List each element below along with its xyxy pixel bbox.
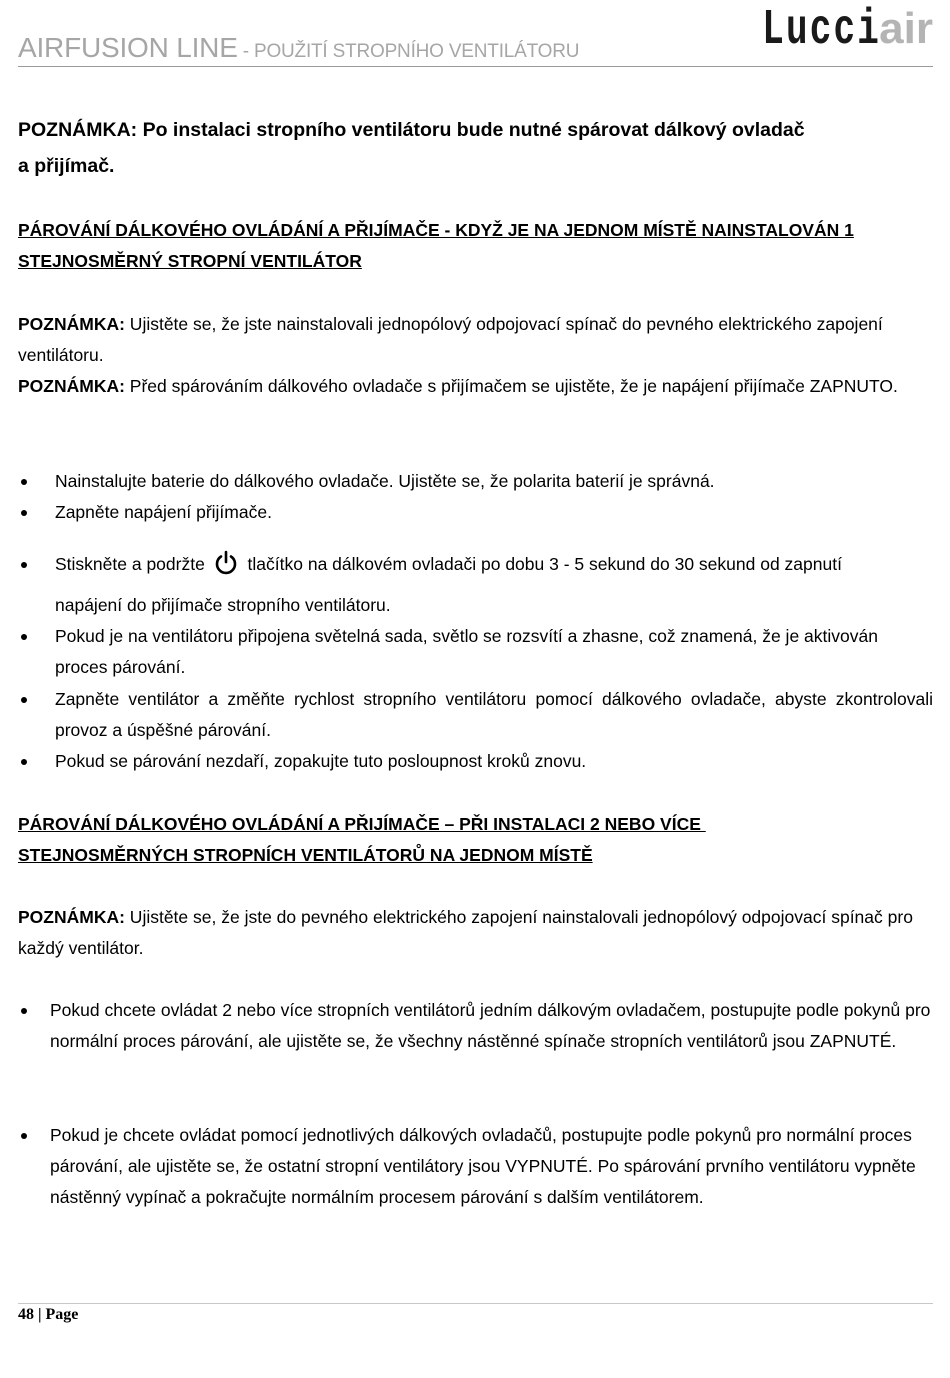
logo-air-text: air (879, 4, 933, 53)
note-label: POZNÁMKA: (18, 376, 125, 396)
section1-note-1 (18, 309, 933, 371)
note-text: Ujistěte se, že jste do pevného elektrického zapojení nainstalovali jednopólový odpojovací spínač pro každý ventilátor. (18, 907, 913, 958)
list-item-text: Zapněte napájení přijímače. (55, 502, 272, 522)
header-title-main: AIRFUSION LINE (18, 32, 238, 63)
section2-heading-line-2: STEJNOSMĚRNÝCH STROPNÍCH VENTILÁTORŮ NA JEDNOM MÍSTĚ (18, 845, 593, 865)
section2-heading-line-1: PÁROVÁNÍ DÁLKOVÉHO OVLÁDÁNÍ A PŘIJÍMAČE – PŘI INSTALACI 2 NEBO VÍCE (18, 814, 706, 834)
page-number (18, 1306, 78, 1324)
page-header (18, 0, 933, 67)
list-item-text: Pokud je na ventilátoru připojena světelná sada, světlo se rozsvítí a zhasne, což znamená, že je aktivován proces párování. (55, 626, 878, 677)
list-item-text: Pokud chcete ovládat 2 nebo více stropních ventilátorů jedním dálkovým ovladačem, postupujte podle pokynů pro normální proces párování, ale ujistěte se, že všechny nástěnné spínače stropních ventilátorů jsou ZAPNUTÉ. (50, 1000, 931, 1051)
press-text-before: Stiskněte a podržte (55, 554, 210, 574)
press-text-after: tlačítko na dálkovém ovladači po dobu 3 - 5 sekund do 30 sekund od zapnutí (242, 554, 842, 574)
page-label: Page (45, 1306, 79, 1323)
list-item-text: Nainstalujte baterie do dálkového ovladače. Ujistěte se, že polarita baterií je správná. (55, 471, 715, 491)
section2-heading (18, 809, 933, 871)
intro-note-line-2: a přijímač. (18, 155, 115, 177)
intro-note-line-1: POZNÁMKA: Po instalaci stropního ventilátoru bude nutné spárovat dálkový ovladač (18, 119, 805, 141)
intro-note (18, 112, 933, 184)
section1-heading-line-1: PÁROVÁNÍ DÁLKOVÉHO OVLÁDÁNÍ A PŘIJÍMAČE - KDYŽ JE NA JEDNOM MÍSTĚ NAINSTALOVÁN 1 (18, 220, 854, 240)
list-item-text (55, 549, 933, 586)
brand-logo (716, 2, 933, 58)
list-item-text: Pokud je chcete ovládat pomocí jednotlivých dálkových ovladačů, postupujte podle pokynů pro normální proces párování, ale ujistěte se, že ostatní stropní ventilátory jsou VYPNUTÉ. Po spárování prvního ventilátoru vypněte nástěnný vypínač a pokračujte normálním procesem párování s dalším ventilátorem. (50, 1125, 916, 1207)
section2-note (18, 902, 933, 964)
page-number-value: 48 (18, 1306, 34, 1323)
note-text: Ujistěte se, že jste nainstalovali jednopólový odpojovací spínač do pevného elektrického zapojení ventilátoru. (18, 314, 883, 365)
page-separator: | (34, 1306, 46, 1323)
section1-note-2 (18, 371, 933, 402)
section1-heading-line-2: STEJNOSMĚRNÝ STROPNÍ VENTILÁTOR (18, 251, 362, 271)
note-label: POZNÁMKA: (18, 907, 125, 927)
header-title (18, 32, 579, 64)
list-item-text: Pokud se párování nezdaří, zopakujte tuto posloupnost kroků znovu. (55, 751, 587, 771)
header-subtitle: - POUŽITÍ STROPNÍHO VENTILÁTORU (237, 41, 580, 62)
section1-heading (18, 215, 933, 277)
list-item-text: Zapněte ventilátor a změňte rychlost stropního ventilátoru pomocí dálkového ovladače, abyste zkontrolovali provoz a úspěšné párování. (55, 689, 933, 740)
note-text: Před spárováním dálkového ovladače s přijímačem se ujistěte, že je napájení přijímače ZAPNUTO. (124, 376, 898, 396)
note-label: POZNÁMKA: (18, 314, 125, 334)
page-footer (18, 1303, 933, 1323)
list-item-text: napájení do přijímače stropního ventilátoru. (55, 595, 391, 615)
logo-lucci-text: Lucci (762, 2, 882, 59)
power-icon (213, 550, 239, 586)
